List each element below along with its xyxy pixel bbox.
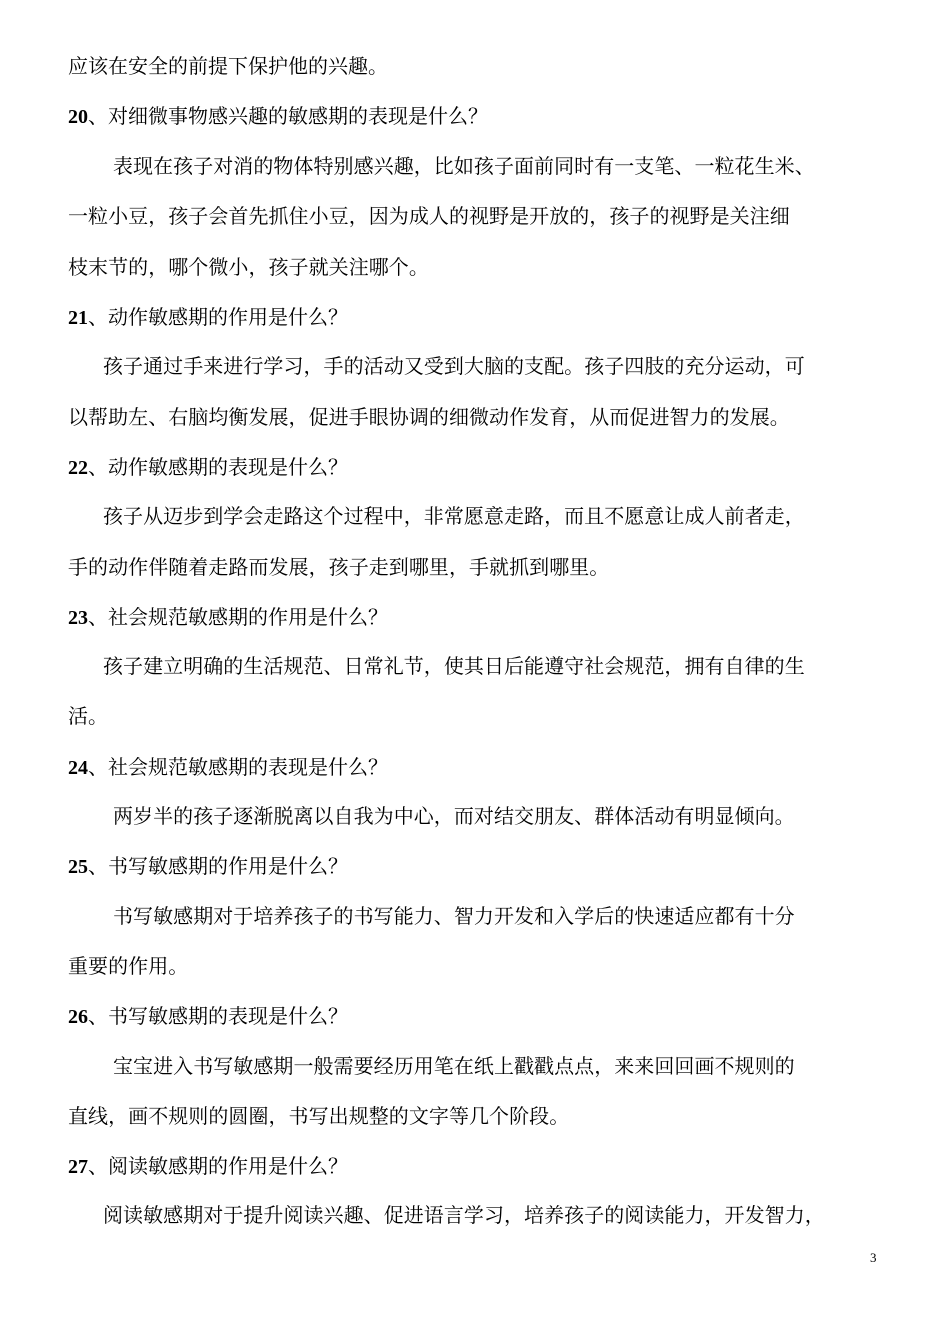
question-heading [68, 852, 348, 880]
answer-line: 以帮助左、右脑均衡发展，促进手眼协调的细微动作发育，从而促进智力的发展。 [68, 405, 790, 429]
question-number: 27 [68, 1156, 88, 1178]
question-number: 20 [68, 106, 88, 128]
question-text: 、书写敏感期的作用是什么？ [88, 854, 348, 878]
question-number: 26 [68, 1006, 88, 1028]
paragraph-line: 应该在安全的前提下保护他的兴趣。 [68, 54, 388, 78]
question-heading [68, 1152, 348, 1180]
question-heading [68, 453, 348, 481]
answer-line: 两岁半的孩子逐渐脱离以自我为中心，而对结交朋友、群体活动有明显倾向。 [113, 804, 795, 828]
answer-line: 枝末节的，哪个微小，孩子就关注哪个。 [68, 255, 429, 279]
answer-line: 孩子建立明确的生活规范、日常礼节，使其日后能遵守社会规范，拥有自律的生 [103, 654, 805, 678]
answer-line: 一粒小豆，孩子会首先抓住小豆，因为成人的视野是开放的，孩子的视野是关注细 [68, 204, 790, 228]
question-number: 22 [68, 457, 88, 479]
page-number: 3 [870, 1250, 877, 1265]
answer-line: 重要的作用。 [68, 954, 189, 978]
question-heading [68, 303, 348, 331]
question-text: 、社会规范敏感期的表现是什么？ [88, 755, 388, 779]
question-number: 25 [68, 856, 88, 878]
question-text: 、动作敏感期的表现是什么？ [88, 455, 348, 479]
answer-line: 表现在孩子对消的物体特别感兴趣，比如孩子面前同时有一支笔、一粒花生米、 [113, 154, 815, 178]
answer-line: 手的动作伴随着走路而发展，孩子走到哪里，手就抓到哪里。 [68, 555, 610, 579]
answer-line: 活。 [68, 704, 109, 728]
answer-line: 孩子从迈步到学会走路这个过程中，非常愿意走路，而且不愿意让成人前者走， [103, 504, 805, 528]
answer-line: 直线，画不规则的圆圈，书写出规整的文字等几个阶段。 [68, 1104, 570, 1128]
answer-line: 孩子通过手来进行学习，手的活动又受到大脑的支配。孩子四肢的充分运动，可 [103, 354, 805, 378]
question-heading [68, 1002, 348, 1030]
question-text: 、阅读敏感期的作用是什么？ [88, 1154, 348, 1178]
question-heading [68, 753, 388, 781]
question-number: 23 [68, 607, 88, 629]
question-heading [68, 102, 488, 130]
question-number: 24 [68, 757, 88, 779]
question-text: 、书写敏感期的表现是什么？ [88, 1004, 348, 1028]
question-number: 21 [68, 307, 88, 329]
answer-line: 书写敏感期对于培养孩子的书写能力、智力开发和入学后的快速适应都有十分 [113, 904, 795, 928]
question-text: 、动作敏感期的作用是什么？ [88, 305, 348, 329]
question-heading [68, 603, 388, 631]
question-text: 、对细微事物感兴趣的敏感期的表现是什么？ [88, 104, 488, 128]
answer-line: 阅读敏感期对于提升阅读兴趣、促进语言学习，培养孩子的阅读能力，开发智力， [103, 1203, 825, 1227]
question-text: 、社会规范敏感期的作用是什么？ [88, 605, 388, 629]
answer-line: 宝宝进入书写敏感期一般需要经历用笔在纸上戳戳点点，来来回回画不规则的 [113, 1054, 795, 1078]
